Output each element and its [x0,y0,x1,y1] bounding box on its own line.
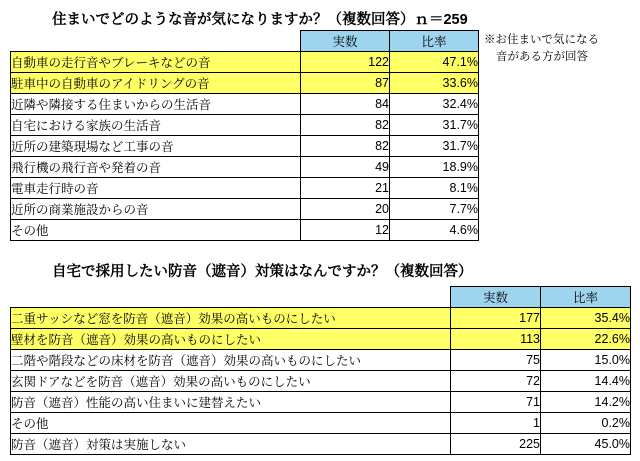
header-cell-ratio: 比率 [390,31,479,52]
row-label: 飛行機の飛行音や発着の音 [11,157,301,178]
row-count: 82 [301,136,390,157]
row-label: 近所の建築現場など工事の音 [11,136,301,157]
row-count: 225 [451,434,541,455]
row-label: 二階や階段などの床材を防音（遮音）効果の高いものにしたい [11,350,451,371]
table-row [11,434,631,455]
row-ratio: 14.2% [541,392,631,413]
header-cell-count: 実数 [301,31,390,52]
row-label: 防音（遮音）対策は実施しない [11,434,451,455]
row-count: 177 [451,308,541,329]
table-row [11,371,631,392]
row-count: 21 [301,178,390,199]
row-label: 自宅における家族の生活音 [11,115,301,136]
row-ratio: 18.9% [390,157,479,178]
row-label: 玄関ドアなどを防音（遮音）効果の高いものにしたい [11,371,451,392]
table-row [11,220,479,241]
row-label: 壁材を防音（遮音）効果の高いものにしたい [11,329,451,350]
row-count: 12 [301,220,390,241]
row-label: 防音（遮音）性能の高い住まいに建替えたい [11,392,451,413]
row-count: 122 [301,52,390,73]
row-ratio: 0.2% [541,413,631,434]
table-row [11,392,631,413]
row-count: 20 [301,199,390,220]
table-row [11,413,631,434]
table-row [11,308,631,329]
section2-title: 自宅で採用したい防音（遮音）対策はなんですか？（複数回答） [52,264,473,280]
row-label: 近所の商業施設からの音 [11,199,301,220]
table-row [11,157,479,178]
row-label: 駐車中の自動車のアイドリングの音 [11,73,301,94]
row-count: 71 [451,392,541,413]
row-ratio: 4.6% [390,220,479,241]
table-row [11,136,479,157]
row-count: 49 [301,157,390,178]
row-ratio: 8.1% [390,178,479,199]
table-header-row [11,31,479,52]
row-ratio: 33.6% [390,73,479,94]
table-row [11,199,479,220]
row-ratio: 47.1% [390,52,479,73]
header-cell-count: 実数 [451,287,541,308]
section1-note-line2: 音がある方が回答 [496,51,588,63]
row-label: 電車走行時の音 [11,178,301,199]
row-ratio: 31.7% [390,115,479,136]
row-label: 近隣や隣接する住まいからの生活音 [11,94,301,115]
row-count: 75 [451,350,541,371]
header-cell-ratio: 比率 [541,287,631,308]
table-row [11,73,479,94]
row-ratio: 15.0% [541,350,631,371]
row-label: 自動車の走行音やブレーキなどの音 [11,52,301,73]
row-count: 1 [451,413,541,434]
section1-title: 住まいでどのような音が気になりますか？（複数回答）ｎ＝259 [52,12,468,28]
header-cell-blank [11,31,301,52]
row-ratio: 32.4% [390,94,479,115]
table-row [11,115,479,136]
row-ratio: 7.7% [390,199,479,220]
row-ratio: 35.4% [541,308,631,329]
section2-table [10,286,631,455]
header-cell-blank [11,287,451,308]
table-row [11,94,479,115]
table-row [11,329,631,350]
section1-table [10,30,479,241]
table-header-row [11,287,631,308]
row-count: 72 [451,371,541,392]
row-label: 二重サッシなど窓を防音（遮音）効果の高いものにしたい [11,308,451,329]
row-ratio: 31.7% [390,136,479,157]
row-ratio: 22.6% [541,329,631,350]
table-row [11,350,631,371]
row-ratio: 14.4% [541,371,631,392]
table-row [11,52,479,73]
row-count: 82 [301,115,390,136]
section1-note-line1: ※お住まいで気になる [484,34,599,46]
section1-note [484,32,599,66]
row-count: 113 [451,329,541,350]
row-label: その他 [11,220,301,241]
row-label: その他 [11,413,451,434]
row-ratio: 45.0% [541,434,631,455]
table-row [11,178,479,199]
row-count: 87 [301,73,390,94]
row-count: 84 [301,94,390,115]
